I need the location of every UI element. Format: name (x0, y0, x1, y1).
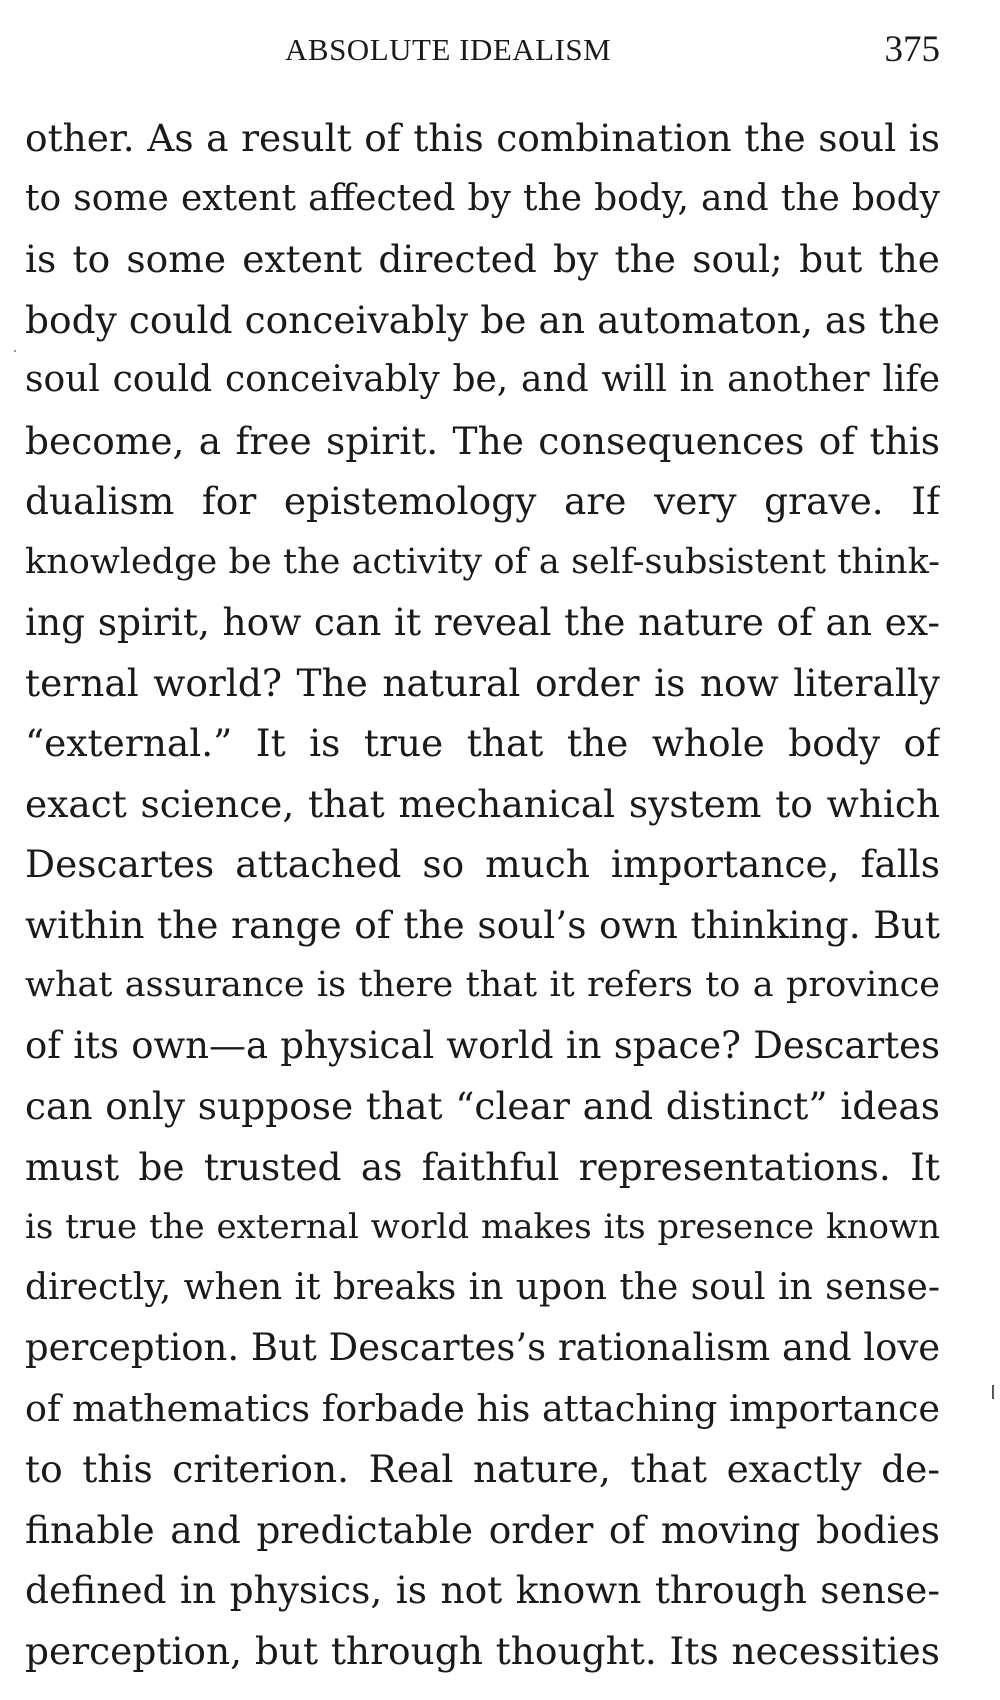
text-line: must be trusted as faithful representations. It (25, 1144, 940, 1189)
text-line: of its own—a physical world in space? Descartes (25, 1023, 940, 1067)
text-line: to this criterion. Real nature, that exactly de- (25, 1447, 940, 1491)
text-line: to some extent affected by the body, and the body (25, 177, 940, 219)
text-line: within the range of the soul’s own thinking. But (25, 902, 940, 947)
text-line: perception, but through thought. Its necessities (25, 1628, 940, 1673)
text-line: ternal world? The natural order is now literally (25, 660, 940, 705)
text-line: can only suppose that “clear and distinct” ideas (25, 1084, 940, 1128)
page-number: 375 (884, 29, 940, 70)
text-line: exact science, that mechanical system to which (25, 781, 940, 826)
running-header (0, 28, 1000, 78)
print-speck (14, 350, 16, 352)
text-line: other. As a result of this combination the soul is (25, 116, 940, 160)
text-line: finable and predictable order of moving bodies (25, 1507, 940, 1552)
text-line: what assurance is there that it refers to a province (25, 965, 940, 1005)
text-line: directly, when it breaks in upon the soul in sense- (25, 1266, 940, 1308)
body-text (25, 108, 940, 1681)
text-line: is true the external world makes its presence known (25, 1207, 940, 1247)
text-line: is to some extent directed by the soul; but the (25, 237, 940, 281)
text-line: knowledge be the activity of a self-subsistent think- (25, 541, 940, 582)
text-line: become, a free spirit. The consequences of this (25, 418, 940, 463)
running-title: ABSOLUTE IDEALISM (285, 32, 612, 67)
text-line: of mathematics forbade his attaching importance (25, 1386, 940, 1430)
margin-mark (992, 1385, 994, 1399)
text-line: defined in physics, is not known through sense- (25, 1568, 940, 1612)
text-line: perception. But Descartes’s rationalism and love (25, 1326, 940, 1369)
text-line: Descartes attached so much importance, falls (25, 842, 940, 886)
text-line: soul could conceivably be, and will in another life (25, 359, 940, 400)
text-line: “external.” It is true that the whole body of (25, 721, 940, 765)
text-line: dualism for epistemology are very grave. If (25, 479, 940, 523)
text-line: ing spirit, how can it reveal the nature of an ex- (25, 600, 940, 644)
text-line: body could conceivably be an automaton, as the (25, 297, 940, 342)
